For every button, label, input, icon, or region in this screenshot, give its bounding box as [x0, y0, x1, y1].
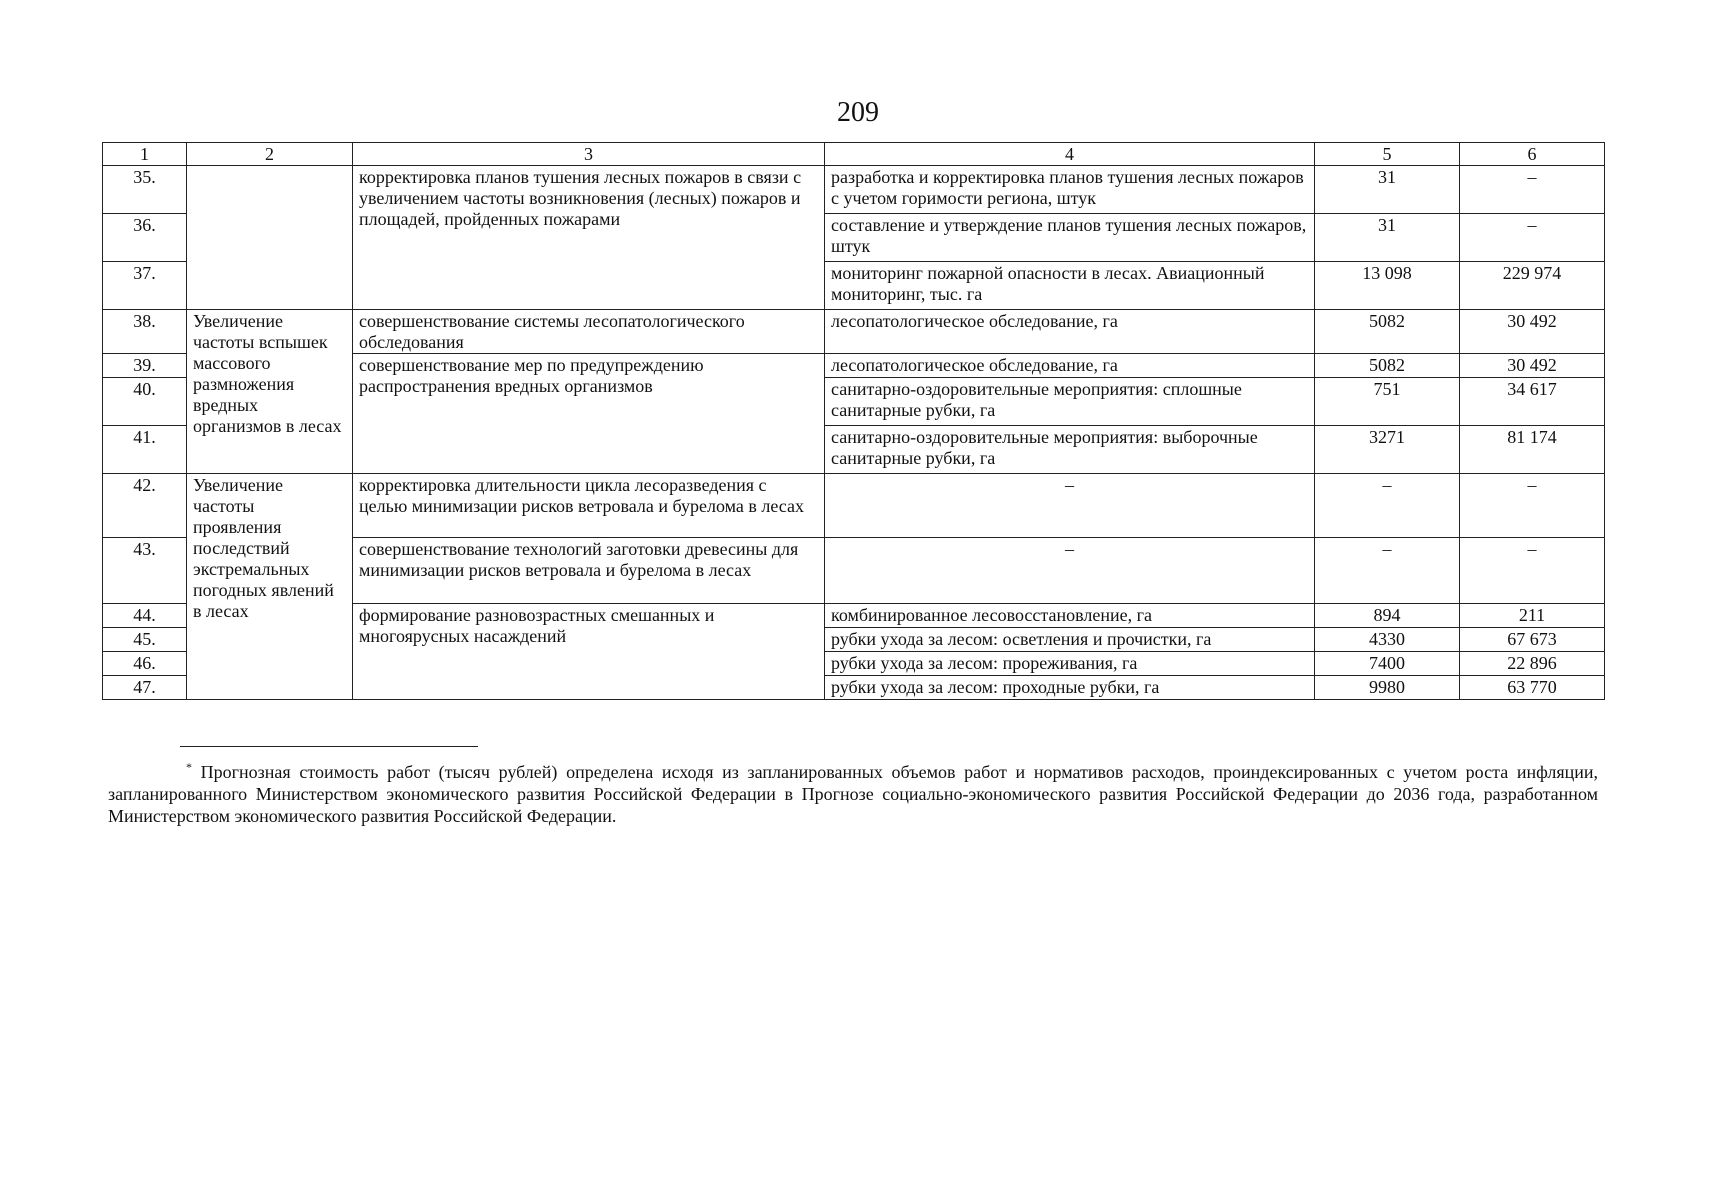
volume-cell: 4330 — [1315, 628, 1460, 652]
volume-cell: – — [1315, 474, 1460, 538]
measure-cell: формирование разновозрастных смешанных и многоярусных насаждений — [353, 604, 825, 700]
row-number: 41. — [103, 426, 187, 474]
activity-cell: рубки ухода за лесом: осветления и прочистки, га — [825, 628, 1315, 652]
cost-cell: 67 673 — [1460, 628, 1605, 652]
row-number: 46. — [103, 652, 187, 676]
column-header: 1 — [103, 143, 187, 166]
volume-cell: 5082 — [1315, 354, 1460, 378]
column-header: 3 — [353, 143, 825, 166]
cost-cell: – — [1460, 538, 1605, 604]
activity-cell: разработка и корректировка планов тушения лесных пожаров с учетом горимости региона, штук — [825, 166, 1315, 214]
row-number: 35. — [103, 166, 187, 214]
activity-cell: – — [825, 474, 1315, 538]
volume-cell: 31 — [1315, 214, 1460, 262]
table-row — [103, 474, 1605, 538]
volume-cell: – — [1315, 538, 1460, 604]
row-number: 47. — [103, 676, 187, 700]
footnote-divider — [180, 746, 478, 747]
activity-cell: санитарно-оздоровительные мероприятия: сплошные санитарные рубки, га — [825, 378, 1315, 426]
volume-cell: 13 098 — [1315, 262, 1460, 310]
activity-cell: мониторинг пожарной опасности в лесах. Авиационный мониторинг, тыс. га — [825, 262, 1315, 310]
measures-table — [102, 142, 1605, 700]
measure-cell: корректировка длительности цикла лесоразведения с целью минимизации рисков ветровала и бурелома в лесах — [353, 474, 825, 538]
table-row — [103, 310, 1605, 354]
row-number: 40. — [103, 378, 187, 426]
cost-cell: 30 492 — [1460, 354, 1605, 378]
activity-cell: лесопатологическое обследование, га — [825, 354, 1315, 378]
table-row — [103, 166, 1605, 214]
cost-cell: – — [1460, 166, 1605, 214]
footnote-text: Прогнозная стоимость работ (тысяч рублей) определена исходя из запланированных объемов работ и нормативов расходов, проиндексированных с учетом роста инфляции, запланированного Министерством экономического развития Российской Федерации в Прогнозе социально-экономического развития Российской Федерации до 2036 года, разработанном Министерством экономического развития Российской Федерации. — [108, 762, 1599, 826]
table-header-row — [103, 143, 1605, 166]
volume-cell: 5082 — [1315, 310, 1460, 354]
activity-cell: рубки ухода за лесом: проходные рубки, га — [825, 676, 1315, 700]
activity-cell: составление и утверждение планов тушения лесных пожаров, штук — [825, 214, 1315, 262]
row-number: 39. — [103, 354, 187, 378]
cost-cell: 63 770 — [1460, 676, 1605, 700]
column-header: 4 — [825, 143, 1315, 166]
volume-cell: 7400 — [1315, 652, 1460, 676]
activity-cell: – — [825, 538, 1315, 604]
column-header: 2 — [187, 143, 353, 166]
page-number: 209 — [837, 97, 879, 128]
threat-group-cell — [187, 166, 353, 310]
row-number: 37. — [103, 262, 187, 310]
footnote — [108, 756, 1598, 827]
cost-cell: 211 — [1460, 604, 1605, 628]
volume-cell: 3271 — [1315, 426, 1460, 474]
measure-cell: корректировка планов тушения лесных пожаров в связи с увеличением частоты возникновения (лесных) пожаров и площадей, пройденных пожарами — [353, 166, 825, 310]
volume-cell: 31 — [1315, 166, 1460, 214]
volume-cell: 751 — [1315, 378, 1460, 426]
measure-cell: совершенствование системы лесопатологического обследования — [353, 310, 825, 354]
row-number: 44. — [103, 604, 187, 628]
cost-cell: – — [1460, 214, 1605, 262]
measure-cell: совершенствование мер по предупреждению распространения вредных организмов — [353, 354, 825, 474]
cost-cell: 22 896 — [1460, 652, 1605, 676]
column-header: 6 — [1460, 143, 1605, 166]
activity-cell: санитарно-оздоровительные мероприятия: выборочные санитарные рубки, га — [825, 426, 1315, 474]
activity-cell: комбинированное лесовосстановление, га — [825, 604, 1315, 628]
row-number: 38. — [103, 310, 187, 354]
cost-cell: – — [1460, 474, 1605, 538]
row-number: 42. — [103, 474, 187, 538]
row-number: 45. — [103, 628, 187, 652]
threat-group-cell: Увеличение частоты проявления последствий экстремальных погодных явлений в лесах — [187, 474, 353, 700]
measure-cell: совершенствование технологий заготовки древесины для минимизации рисков ветровала и бурелома в лесах — [353, 538, 825, 604]
row-number: 43. — [103, 538, 187, 604]
threat-group-cell: Увеличение частоты вспышек массового размножения вредных организмов в лесах — [187, 310, 353, 474]
cost-cell: 229 974 — [1460, 262, 1605, 310]
activity-cell: рубки ухода за лесом: прореживания, га — [825, 652, 1315, 676]
footnote-marker: * — [186, 760, 192, 774]
cost-cell: 30 492 — [1460, 310, 1605, 354]
volume-cell: 9980 — [1315, 676, 1460, 700]
cost-cell: 34 617 — [1460, 378, 1605, 426]
volume-cell: 894 — [1315, 604, 1460, 628]
row-number: 36. — [103, 214, 187, 262]
column-header: 5 — [1315, 143, 1460, 166]
cost-cell: 81 174 — [1460, 426, 1605, 474]
activity-cell: лесопатологическое обследование, га — [825, 310, 1315, 354]
